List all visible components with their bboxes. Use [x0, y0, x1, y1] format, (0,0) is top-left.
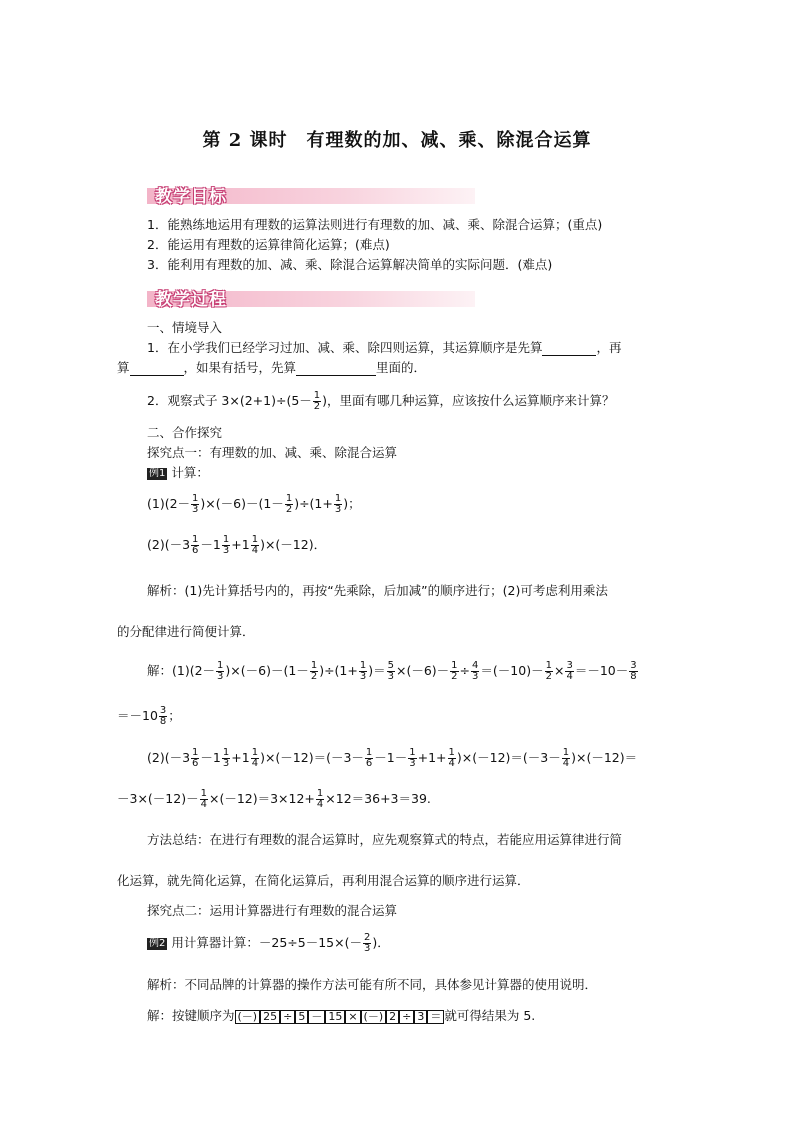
numerator: 1: [192, 493, 199, 504]
numerator: 1: [562, 747, 570, 758]
analysis-2: 解析：不同品牌的计算器的操作方法可能有所不同，具体参见计算器的使用说明．: [147, 977, 598, 992]
page-title: 第 2 课时 有理数的加、减、乘、除混合运算: [202, 130, 592, 151]
denominator: 8: [159, 716, 167, 727]
calc-key: 25: [260, 1010, 280, 1024]
numerator: 2: [363, 932, 371, 943]
calc-key: (－): [235, 1010, 261, 1024]
fraction: [191, 748, 199, 769]
text: －1－: [374, 750, 408, 765]
fraction: [387, 661, 395, 682]
denominator: 8: [630, 671, 637, 682]
fraction: [191, 494, 199, 515]
numerator: 1: [310, 660, 318, 671]
text: )，里面有哪几种运算，应该按什么运算顺序来计算？: [322, 393, 615, 408]
text: ＝－10－: [574, 663, 629, 678]
text: ÷: [459, 663, 471, 678]
denominator: 4: [566, 671, 573, 682]
text: ×(－6)－: [395, 663, 450, 678]
text: ×12＝36+3＝39.: [325, 791, 431, 806]
fraction: [334, 494, 342, 515]
summary-line2: 化运算，就先简化运算，在简化运算后，再利用混合运算的顺序进行运算．: [117, 873, 530, 888]
fraction: [408, 748, 416, 769]
numerator: 5: [387, 660, 394, 671]
text: +1: [231, 537, 250, 552]
fraction: [222, 748, 230, 769]
text: +1: [231, 750, 250, 765]
denominator: 3: [222, 545, 230, 556]
numerator: 1: [200, 788, 207, 799]
denominator: 6: [365, 758, 373, 769]
goal-3: 3．能利用有理数的加、减、乘、除混合运算解决简单的实际问题．(难点): [147, 257, 553, 272]
solution-3: [147, 1008, 535, 1024]
text: 就可得结果为 5.: [444, 1008, 536, 1023]
denominator: 2: [285, 504, 293, 515]
denominator: 4: [251, 545, 259, 556]
calc-key: ÷: [399, 1010, 414, 1024]
fraction: [448, 748, 456, 769]
numerator: 1: [192, 747, 199, 758]
text: 里面的．: [376, 360, 427, 375]
denominator: 2: [313, 401, 321, 412]
denominator: 3: [217, 671, 224, 682]
text: －1: [200, 537, 221, 552]
example-1: [147, 465, 209, 481]
denominator: 2: [545, 671, 552, 682]
answer-blank: [542, 343, 596, 356]
numerator: 1: [451, 660, 458, 671]
solution-1-line1: [147, 661, 639, 682]
numerator: 1: [365, 747, 373, 758]
text: (1)(2－: [147, 496, 191, 511]
denominator: 3: [222, 758, 230, 769]
explore-heading: 二、合作探究: [147, 425, 223, 440]
denominator: 3: [192, 504, 199, 515]
answer-blank: [296, 363, 376, 376]
text: )÷(1+: [294, 496, 333, 511]
numerator: 3: [630, 660, 637, 671]
text: )×(－12)＝(－3－: [260, 750, 364, 765]
fraction: [200, 789, 208, 810]
text: )＝: [368, 663, 386, 678]
text: ×(－12)＝3×12+: [208, 791, 315, 806]
solution-2-line1: [147, 748, 637, 769]
denominator: 4: [316, 799, 324, 810]
numerator: 1: [316, 788, 324, 799]
fraction: [251, 748, 259, 769]
text: )×(－12)＝: [571, 750, 638, 765]
analysis-1-line2: 的分配律进行简便计算．: [117, 624, 255, 639]
numerator: 1: [448, 747, 455, 758]
denominator: 4: [448, 758, 455, 769]
intro-q2: [147, 391, 615, 412]
denominator: 3: [359, 671, 367, 682]
goal-1: 1．能熟练地运用有理数的运算法则进行有理数的加、减、乘、除混合运算；(重点): [147, 217, 603, 232]
denominator: 6: [192, 758, 199, 769]
example-1-part-2: [147, 535, 326, 556]
text: (2)(－3: [147, 750, 191, 765]
denominator: 6: [192, 545, 199, 556]
denominator: 3: [363, 943, 371, 954]
numerator: 3: [159, 705, 167, 716]
denominator: 3: [409, 758, 416, 769]
calc-key: 15: [325, 1010, 345, 1024]
text: 算: [117, 360, 130, 375]
example-tag: 例1: [149, 467, 166, 479]
text: )．: [372, 935, 390, 950]
fraction: [359, 661, 367, 682]
numerator: 1: [222, 534, 230, 545]
text: ＝(－10)－: [480, 663, 544, 678]
calc-key: (－): [361, 1010, 387, 1024]
denominator: 4: [251, 758, 259, 769]
numerator: 1: [545, 660, 552, 671]
text: －3×(－12)－: [117, 791, 199, 806]
text: (2)(－3: [147, 537, 191, 552]
denominator: 3: [472, 671, 479, 682]
fraction: [251, 535, 259, 556]
text: 解：(1)(2－: [147, 663, 216, 678]
fraction: [285, 494, 293, 515]
numerator: 1: [217, 660, 224, 671]
calc-key: 2: [386, 1010, 399, 1024]
text: 2．观察式子 3×(2+1)÷(5－: [147, 393, 312, 408]
numerator: 1: [192, 534, 199, 545]
fraction: [450, 661, 458, 682]
banner-label: 教学过程: [155, 290, 227, 310]
text: )×(－12)＝(－3－: [456, 750, 561, 765]
numerator: 3: [566, 660, 573, 671]
denominator: 2: [310, 671, 318, 682]
numerator: 1: [251, 534, 259, 545]
example-2: [147, 933, 390, 954]
calc-key: ＝: [427, 1010, 444, 1024]
calc-key: ÷: [280, 1010, 295, 1024]
solution-1-line2: [117, 706, 181, 727]
fraction: [222, 535, 230, 556]
fraction: [471, 661, 479, 682]
text: ，如果有括号，先算: [183, 360, 297, 375]
numerator: 1: [409, 747, 416, 758]
text: )×(－12)．: [260, 537, 327, 552]
text: ，再: [596, 340, 622, 355]
intro-heading: 一、情境导入: [147, 320, 223, 335]
denominator: 2: [451, 671, 458, 682]
numerator: 4: [472, 660, 479, 671]
numerator: 1: [313, 390, 321, 401]
answer-blank: [130, 363, 184, 376]
fraction: [310, 661, 318, 682]
text: 计算：: [171, 465, 209, 480]
text: )÷(1+: [319, 663, 358, 678]
fraction: [365, 748, 373, 769]
text: ×: [553, 663, 565, 678]
calc-key: －: [308, 1010, 325, 1024]
summary-line1: 方法总结：在进行有理数的混合运算时，应先观察算式的特点，若能应用运算律进行简: [147, 832, 623, 847]
text: －1: [200, 750, 221, 765]
banner-label: 教学目标: [155, 187, 227, 207]
intro-q1-line2: [117, 360, 426, 376]
text: 用计算器计算：－25÷5－15×(－: [171, 935, 362, 950]
fraction: [363, 933, 371, 954]
process-banner: [147, 283, 475, 313]
text: +1+: [417, 750, 447, 765]
fraction: [562, 748, 570, 769]
fraction: [191, 535, 199, 556]
text: ；: [168, 708, 181, 723]
denominator: 3: [387, 671, 394, 682]
denominator: 3: [334, 504, 342, 515]
fraction: [216, 661, 224, 682]
calc-key: 3: [414, 1010, 427, 1024]
text: 1．在小学我们已经学习过加、减、乘、除四则运算，其运算顺序是先算: [147, 340, 543, 355]
numerator: 1: [222, 747, 230, 758]
text: )×(－6)－(1－: [200, 496, 284, 511]
calc-key: 5: [295, 1010, 308, 1024]
solution-2-line2: [117, 789, 431, 810]
fraction: [545, 661, 553, 682]
example-tag: 例2: [149, 937, 166, 949]
analysis-1-line1: 解析：(1)先计算括号内的，再按“先乘除，后加减”的顺序进行；(2)可考虑利用乘法: [147, 583, 608, 598]
fraction: [159, 706, 167, 727]
denominator: 4: [200, 799, 207, 810]
calc-key: ×: [345, 1010, 360, 1024]
explore-point-2: 探究点二：运用计算器进行有理数的混合运算: [147, 903, 398, 918]
text: )×(－6)－(1－: [225, 663, 309, 678]
fraction: [313, 391, 321, 412]
fraction: [316, 789, 324, 810]
example-1-part-1: [147, 494, 361, 515]
text: ＝－10: [117, 708, 158, 723]
intro-q1-line1: [147, 340, 621, 356]
goal-2: 2．能运用有理数的运算律简化运算；(难点): [147, 237, 390, 252]
fraction: [565, 661, 573, 682]
fraction: [629, 661, 637, 682]
numerator: 1: [359, 660, 367, 671]
numerator: 1: [285, 493, 293, 504]
text: 解：按键顺序为: [147, 1008, 235, 1023]
goals-banner: [147, 180, 475, 210]
text: )；: [343, 496, 361, 511]
numerator: 1: [251, 747, 259, 758]
numerator: 1: [334, 493, 342, 504]
explore-point-1: 探究点一：有理数的加、减、乘、除混合运算: [147, 445, 398, 460]
denominator: 4: [562, 758, 570, 769]
